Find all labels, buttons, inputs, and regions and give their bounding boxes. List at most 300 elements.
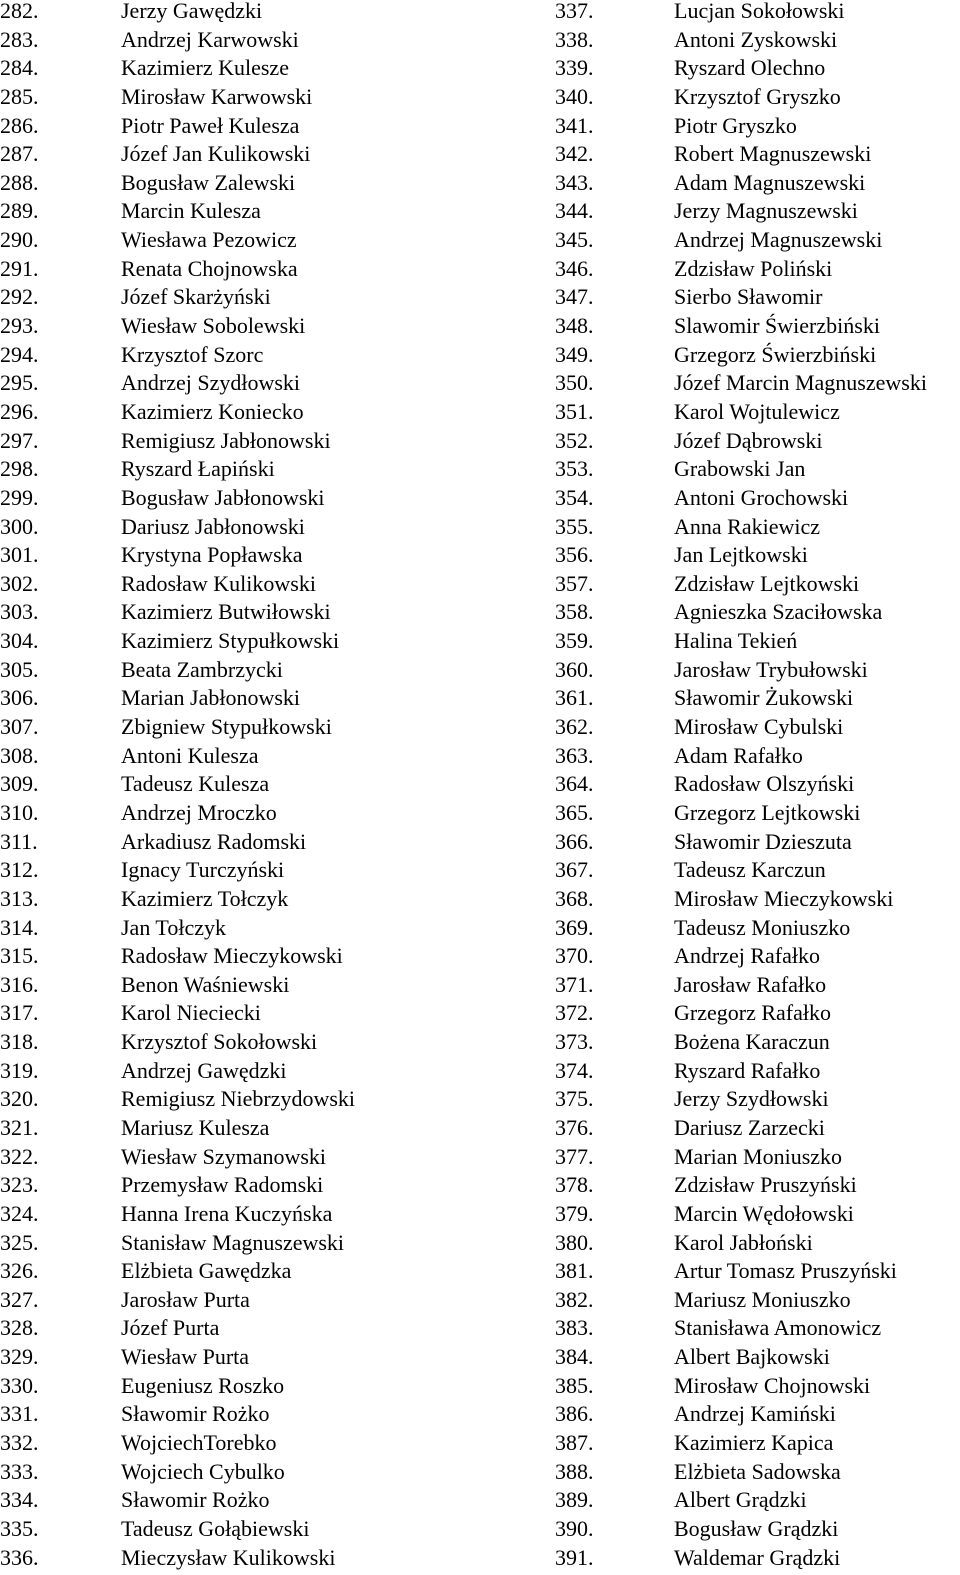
list-item-name: Jarosław Rafałko (674, 971, 827, 997)
list-item (555, 570, 960, 602)
list-item-name: Ryszard Olechno (674, 55, 826, 81)
list-item-number: 372. (555, 1000, 594, 1026)
list-item-name: Andrzej Mroczko (121, 799, 277, 825)
list-item-number: 381. (555, 1258, 594, 1284)
list-item-number: 321. (0, 1114, 39, 1140)
list-item (555, 1057, 960, 1089)
list-item (555, 656, 960, 688)
list-item (555, 799, 960, 831)
list-item-number: 325. (0, 1229, 39, 1255)
list-item-name: Zbigniew Stypułkowski (121, 714, 332, 740)
list-item-number: 378. (555, 1172, 594, 1198)
list-item-name: Tadeusz Karczun (674, 857, 826, 883)
list-item-number: 386. (555, 1401, 594, 1427)
list-item (555, 83, 960, 115)
list-item (555, 229, 960, 258)
list-item-name: Bogusław Jabłonowski (121, 484, 325, 510)
list-item-number: 298. (0, 456, 39, 482)
list-item-name: Jerzy Gawędzki (121, 0, 263, 23)
list-item (555, 200, 960, 229)
list-item-name: Andrzej Kamiński (674, 1401, 836, 1427)
list-item-name: Tadeusz Kulesza (121, 771, 270, 797)
list-item-number: 351. (555, 398, 594, 424)
list-item-number: 333. (0, 1458, 39, 1484)
list-item-name: Krzysztof Gryszko (674, 83, 841, 109)
list-item (0, 570, 550, 602)
list-item-number: 390. (555, 1515, 594, 1541)
list-item-number: 294. (0, 341, 39, 367)
list-item (0, 1403, 550, 1432)
list-item (555, 687, 960, 716)
list-item-number: 286. (0, 112, 39, 138)
list-item-name: Mirosław Chojnowski (674, 1372, 871, 1398)
list-item-name: Jarosław Purta (121, 1286, 250, 1312)
list-item-name: Marian Moniuszko (674, 1143, 843, 1169)
list-item-number: 330. (0, 1372, 39, 1398)
list-item-name: Remigiusz Niebrzydowski (121, 1086, 356, 1112)
list-item-name: Agnieszka Szaciłowska (674, 599, 883, 625)
list-item (555, 630, 960, 659)
list-item-number: 388. (555, 1458, 594, 1484)
list-item-name: Krystyna Popławska (121, 542, 303, 568)
list-item-name: Slawomir Świerzbiński (674, 313, 880, 339)
list-item-name: Antoni Grochowski (674, 484, 849, 510)
list-item-name: Dariusz Zarzecki (674, 1114, 825, 1140)
list-item-name: Sławomir Rożko (121, 1401, 270, 1427)
list-item (555, 1515, 960, 1547)
list-item (555, 544, 960, 573)
list-item-number: 285. (0, 83, 39, 109)
list-item (555, 112, 960, 144)
list-item-name: Zdzisław Lejtkowski (674, 570, 860, 596)
list-item-name: Andrzej Gawędzki (121, 1057, 287, 1083)
list-item-name: Waldemar Grądzki (674, 1544, 841, 1570)
list-item (555, 143, 960, 172)
list-item-name: Przemysław Radomski (121, 1172, 324, 1198)
list-item-number: 312. (0, 857, 39, 883)
list-item-name: Marcin Kulesza (121, 198, 261, 224)
list-item-number: 305. (0, 656, 39, 682)
list-item-number: 320. (0, 1086, 39, 1112)
list-item-name: Ryszard Łapiński (121, 456, 275, 482)
list-item-number: 309. (0, 771, 39, 797)
list-item-number: 322. (0, 1143, 39, 1169)
list-item-name: Mirosław Cybulski (674, 714, 844, 740)
list-item (0, 484, 550, 516)
list-item (555, 1143, 960, 1175)
list-item-name: Mariusz Moniuszko (674, 1286, 851, 1312)
list-item-name: Wojciech Cybulko (121, 1458, 285, 1484)
list-item (555, 971, 960, 1003)
list-item-number: 348. (555, 313, 594, 339)
list-item-name: Grzegorz Świerzbiński (674, 341, 877, 367)
list-item-number: 295. (0, 370, 39, 396)
list-item-number: 283. (0, 26, 39, 52)
list-item-number: 288. (0, 169, 39, 195)
list-item (555, 1200, 960, 1232)
list-item-name: Andrzej Karwowski (121, 26, 299, 52)
list-item-number: 300. (0, 513, 39, 539)
list-item-number: 336. (0, 1544, 39, 1570)
list-item-name: Karol Wojtulewicz (674, 398, 840, 424)
list-item-number: 368. (555, 885, 594, 911)
list-item (0, 1002, 550, 1031)
list-item-number: 367. (555, 857, 594, 883)
list-item-number: 379. (555, 1200, 594, 1226)
list-item-name: Wiesław Purta (121, 1344, 250, 1370)
list-item-number: 340. (555, 83, 594, 109)
list-item-name: Karol Jabłoński (674, 1229, 813, 1255)
list-item-number: 364. (555, 771, 594, 797)
list-item (555, 601, 960, 630)
list-item-name: Wiesław Szymanowski (121, 1143, 327, 1169)
list-item-name: Józef Dąbrowski (674, 427, 823, 453)
list-item-number: 366. (555, 828, 594, 854)
list-item-number: 314. (0, 914, 39, 940)
list-item-name: Hanna Irena Kuczyńska (121, 1200, 333, 1226)
list-item (0, 1458, 550, 1490)
list-item-name: Eugeniusz Roszko (121, 1372, 285, 1398)
list-item-name: Anna Rakiewicz (674, 513, 820, 539)
list-item (555, 1372, 960, 1404)
list-item (0, 26, 550, 58)
list-item-name: Elżbieta Sadowska (674, 1458, 841, 1484)
list-item-name: Bożena Karaczun (674, 1029, 830, 1055)
list-item-number: 344. (555, 198, 594, 224)
list-item (555, 286, 960, 315)
list-item-name: Renata Chojnowska (121, 255, 298, 281)
list-item (0, 945, 550, 974)
list-item-number: 346. (555, 255, 594, 281)
list-item-name: Grzegorz Lejtkowski (674, 799, 861, 825)
list-item (555, 1031, 960, 1060)
list-item (0, 143, 550, 172)
list-item (0, 742, 550, 774)
list-item (555, 1432, 960, 1461)
list-item-name: Józef Skarżyński (121, 284, 271, 310)
list-item (555, 742, 960, 774)
list-item-name: Andrzej Magnuszewski (674, 227, 883, 253)
list-item (555, 1114, 960, 1146)
list-item (555, 0, 960, 29)
list-item (0, 169, 550, 201)
list-item-number: 332. (0, 1430, 39, 1456)
list-item (0, 513, 550, 545)
list-item (0, 1200, 550, 1232)
list-item-number: 385. (555, 1372, 594, 1398)
list-item-name: Sławomir Dzieszuta (674, 828, 852, 854)
list-item (0, 0, 550, 29)
list-item-number: 382. (555, 1286, 594, 1312)
list-item-number: 316. (0, 971, 39, 997)
list-item-name: Krzysztof Szorc (121, 341, 264, 367)
list-item (555, 1544, 960, 1575)
list-item (0, 544, 550, 573)
list-item (0, 1372, 550, 1404)
list-item (0, 57, 550, 86)
list-item-name: Antoni Zyskowski (674, 26, 838, 52)
list-item-name: Jan Lejtkowski (674, 542, 808, 568)
list-item (555, 255, 960, 287)
list-item-name: Jerzy Magnuszewski (674, 198, 858, 224)
list-item-name: Kazimierz Stypułkowski (121, 628, 340, 654)
list-item-name: Halina Tekień (674, 628, 798, 654)
list-item-name: Lucjan Sokołowski (674, 0, 845, 23)
list-item-name: Zdzisław Pruszyński (674, 1172, 857, 1198)
list-item-number: 356. (555, 542, 594, 568)
list-item-name: Jerzy Szydłowski (674, 1086, 829, 1112)
list-item-name: Radosław Kulikowski (121, 570, 316, 596)
list-item (555, 169, 960, 201)
list-item-name: Radosław Olszyński (674, 771, 855, 797)
list-item (0, 656, 550, 688)
list-item-number: 353. (555, 456, 594, 482)
list-item-number: 373. (555, 1029, 594, 1055)
list-item (0, 1286, 550, 1318)
list-item-number: 389. (555, 1487, 594, 1513)
list-item (0, 799, 550, 831)
list-item (0, 1114, 550, 1146)
list-item (0, 398, 550, 430)
list-item-name: Beata Zambrzycki (121, 656, 283, 682)
list-item-number: 363. (555, 742, 594, 768)
list-item-name: Józef Jan Kulikowski (121, 141, 311, 167)
list-item-number: 302. (0, 570, 39, 596)
list-item-number: 296. (0, 398, 39, 424)
list-item (555, 513, 960, 545)
list-item (555, 885, 960, 917)
list-item-name: Grabowski Jan (674, 456, 806, 482)
list-item-name: Radosław Mieczykowski (121, 943, 343, 969)
list-item (0, 458, 550, 487)
list-item-number: 289. (0, 198, 39, 224)
list-item-name: Marian Jabłonowski (121, 685, 301, 711)
list-item-name: Wiesława Pezowicz (121, 227, 297, 253)
list-item (555, 341, 960, 373)
list-item (555, 1174, 960, 1203)
list-item (555, 1229, 960, 1261)
list-item-number: 311. (0, 828, 38, 854)
list-item-number: 361. (555, 685, 594, 711)
list-item (0, 112, 550, 144)
list-item-name: Artur Tomasz Pruszyński (674, 1258, 897, 1284)
list-item-number: 299. (0, 484, 39, 510)
list-item (0, 1346, 550, 1375)
list-item-number: 380. (555, 1229, 594, 1255)
list-item-number: 287. (0, 141, 39, 167)
list-item-number: 315. (0, 943, 39, 969)
list-item-number: 350. (555, 370, 594, 396)
list-item-name: Arkadiusz Radomski (121, 828, 307, 854)
list-item-number: 376. (555, 1114, 594, 1140)
list-item-name: Mieczysław Kulikowski (121, 1544, 336, 1570)
list-item-name: Karol Niecieck​i (121, 1000, 261, 1026)
list-item (0, 315, 550, 344)
list-item-number: 324. (0, 1200, 39, 1226)
list-item-number: 301. (0, 542, 39, 568)
list-item-number: 339. (555, 55, 594, 81)
list-item-number: 306. (0, 685, 39, 711)
list-item-number: 313. (0, 885, 39, 911)
list-item-number: 345. (555, 227, 594, 253)
list-item (555, 1403, 960, 1432)
list-item-number: 362. (555, 714, 594, 740)
list-item-number: 391. (555, 1544, 594, 1570)
list-item-name: Krzysztof Sokołowski (121, 1029, 318, 1055)
list-item (0, 1317, 550, 1346)
list-item-name: Albert Grądzki (674, 1487, 807, 1513)
list-item (555, 716, 960, 745)
list-item-number: 310. (0, 799, 39, 825)
list-item-number: 387. (555, 1430, 594, 1456)
list-item-name: Adam Rafałko (674, 742, 803, 768)
list-item-name: Kazimierz Koniecko (121, 398, 304, 424)
list-item (0, 1260, 550, 1289)
list-item-name: Tadeusz Moniuszko (674, 914, 851, 940)
list-item (0, 229, 550, 258)
list-item-number: 335. (0, 1515, 39, 1541)
list-item-number: 349. (555, 341, 594, 367)
list-item-name: Ryszard Rafałko (674, 1057, 821, 1083)
list-item-name: Mirosław Mieczykowski (674, 885, 894, 911)
list-item-number: 317. (0, 1000, 39, 1026)
list-item (0, 255, 550, 287)
list-item-name: Piotr Gryszko (674, 112, 797, 138)
list-item-name: Marcin Wędołowski (674, 1200, 854, 1226)
list-item-number: 290. (0, 227, 39, 253)
list-item (0, 1432, 550, 1461)
list-item-name: Kazimierz Tołczyk (121, 885, 289, 911)
list-item-number: 359. (555, 628, 594, 654)
list-item-number: 370. (555, 943, 594, 969)
list-item-number: 337. (555, 0, 594, 23)
list-item (555, 398, 960, 430)
list-item-number: 374. (555, 1057, 594, 1083)
list-item-number: 383. (555, 1315, 594, 1341)
list-item-number: 360. (555, 656, 594, 682)
list-item-number: 354. (555, 484, 594, 510)
list-item-name: Stanisława Amonowicz (674, 1315, 882, 1341)
list-item-number: 297. (0, 427, 39, 453)
list-item-number: 331. (0, 1401, 39, 1427)
list-item (555, 57, 960, 86)
list-item-name: Piotr Paweł Kulesza (121, 112, 300, 138)
list-item-name: Bogusław Zalewski (121, 169, 296, 195)
list-item-name: Sierbo Sławomir (674, 284, 823, 310)
list-item (0, 372, 550, 401)
list-item (0, 716, 550, 745)
list-item (555, 828, 960, 860)
list-item-number: 284. (0, 55, 39, 81)
list-item (555, 458, 960, 487)
list-item-number: 292. (0, 284, 39, 310)
list-item-name: Ignacy Turczyński (121, 857, 285, 883)
list-item (0, 885, 550, 917)
list-item (0, 971, 550, 1003)
list-item-number: 304. (0, 628, 39, 654)
list-item-name: Mirosław Karwowski (121, 83, 313, 109)
list-item (555, 945, 960, 974)
list-item (555, 1088, 960, 1117)
list-item-name: Benon Waśniewski (121, 971, 290, 997)
list-item (555, 859, 960, 888)
list-item-number: 365. (555, 799, 594, 825)
list-item (555, 427, 960, 459)
list-item-name: Andrzej Szydłowski (121, 370, 301, 396)
list-item-number: 342. (555, 141, 594, 167)
list-item (0, 83, 550, 115)
list-item (555, 1002, 960, 1031)
list-item-number: 352. (555, 427, 594, 453)
list-item-name: Kazimierz Butwiłowski (121, 599, 331, 625)
list-item-name: Kazimierz Kulesze (121, 55, 289, 81)
list-item-name: Grzegorz Rafałko (674, 1000, 831, 1026)
list-item-name: Bogusław Grądzki (674, 1515, 839, 1541)
list-item (555, 26, 960, 58)
list-item (0, 1031, 550, 1060)
list-item-number: 291. (0, 255, 39, 281)
list-item-number: 293. (0, 313, 39, 339)
list-item-number: 282. (0, 0, 39, 23)
list-item (0, 1057, 550, 1089)
list-item (555, 1260, 960, 1289)
list-item-number: 323. (0, 1172, 39, 1198)
list-item (0, 200, 550, 229)
list-item-number: 334. (0, 1487, 39, 1513)
list-item (0, 286, 550, 315)
list-item-name: Elżbieta Gawędzka (121, 1258, 292, 1284)
list-item (555, 1458, 960, 1490)
list-item (555, 315, 960, 344)
list-item-number: 375. (555, 1086, 594, 1112)
list-item-name: Zdzisław Poliński (674, 255, 833, 281)
list-item-number: 343. (555, 169, 594, 195)
right-name-column (555, 0, 960, 1575)
list-item (555, 372, 960, 401)
list-item-number: 329. (0, 1344, 39, 1370)
list-item-name: Remigiusz Jabłonowski (121, 427, 331, 453)
list-item (555, 1317, 960, 1346)
list-item (0, 1489, 550, 1518)
list-item-name: Józef Marcin Magnuszewski (674, 370, 927, 396)
list-item (0, 1088, 550, 1117)
list-item-number: 377. (555, 1143, 594, 1169)
list-item-number: 347. (555, 284, 594, 310)
list-item (0, 341, 550, 373)
list-item (0, 773, 550, 802)
list-item-name: Sławomir Rożko (121, 1487, 270, 1513)
list-item-number: 328. (0, 1315, 39, 1341)
list-item (555, 914, 960, 946)
list-item-number: 307. (0, 714, 39, 740)
list-item-number: 371. (555, 971, 594, 997)
list-item (0, 1174, 550, 1203)
list-item-number: 341. (555, 112, 594, 138)
list-item-number: 327. (0, 1286, 39, 1312)
list-item-name: Mariusz Kulesza (121, 1114, 270, 1140)
list-item (555, 1346, 960, 1375)
list-item-name: Sławomir Żukowski (674, 685, 854, 711)
list-item (555, 773, 960, 802)
list-item-number: 308. (0, 742, 39, 768)
list-item (0, 859, 550, 888)
list-item-name: Tadeusz Gołąbiewski (121, 1515, 310, 1541)
list-item (0, 1229, 550, 1261)
list-item-name: Kazimierz Kapica (674, 1430, 834, 1456)
list-item-name: Robert Magnuszewski (674, 141, 872, 167)
list-item-number: 355. (555, 513, 594, 539)
list-item-number: 369. (555, 914, 594, 940)
